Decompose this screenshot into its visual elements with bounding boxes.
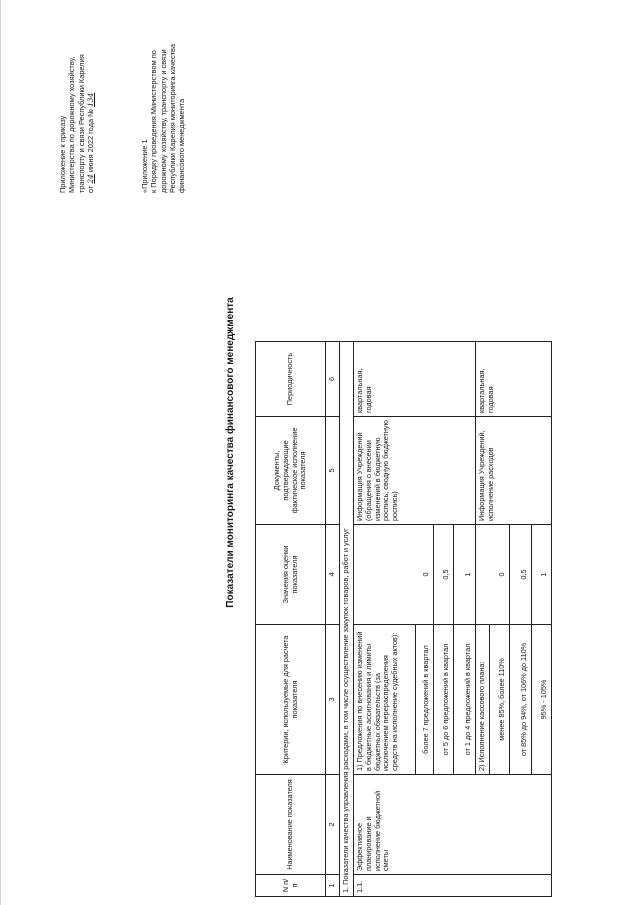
header-name: Наименование показателя <box>256 775 326 875</box>
quote-line: «Приложение 1 <box>140 139 149 193</box>
criterion-option: более 7 предложений в квартал <box>415 625 433 775</box>
section-title: 1. Показатели качества управления расходами, в том числе осуществление закупок товаров, работ и услуг <box>339 342 353 897</box>
criterion-documents: Информация Учреждений, исполнение расходов <box>475 417 551 525</box>
column-number-row <box>326 342 340 897</box>
criterion-value: 0 <box>475 525 509 625</box>
column-number: 6 <box>326 342 340 417</box>
row-number: 1.1. <box>353 875 551 897</box>
column-number: 4 <box>326 525 340 625</box>
column-number: 1 <box>326 875 340 897</box>
quote-header <box>140 0 186 193</box>
row-indicator-name: Эффективное планирование и исполнение бюджетной сметы <box>353 775 551 875</box>
table-header-row <box>256 342 326 897</box>
column-number: 5 <box>326 417 340 525</box>
criterion-option: 95% - 105% <box>531 625 551 775</box>
column-number: 3 <box>326 625 340 775</box>
header-period: Периодичность <box>256 342 326 417</box>
header-number: N п/п <box>256 875 326 897</box>
criterion-value: 0 <box>353 525 433 625</box>
table-row <box>353 342 415 897</box>
criterion-text: 1) Предложения по внесению изменений в бюджетные ассигнования и лимиты бюджетных обязательств (за исключением перераспределения средств на исполнение судебных актов): <box>353 625 415 775</box>
indicators-table <box>255 341 552 897</box>
appendix-line: Министерства по дорожному хозяйству, <box>67 56 77 193</box>
appendix-header <box>58 0 95 193</box>
criterion-value: 1 <box>453 525 475 625</box>
quote-line: к Порядку проведения Министерством по <box>149 50 159 193</box>
page-title: Показатели мониторинга качества финансового менеджмента <box>225 297 236 608</box>
appendix-line: Приложение к приказу <box>58 115 67 193</box>
criterion-value: 0,5 <box>509 525 531 625</box>
appendix-date-line: от 24 июня 2022 года № 134 <box>85 92 95 193</box>
criterion-option: менее 85%, более 110% <box>489 625 509 775</box>
criterion-option: от 85% до 94%, от 106% до 110% <box>509 625 531 775</box>
header-criteria: Критерии, используемые для расчета показателя <box>256 625 326 775</box>
criterion-documents: Информация Учреждений (обращения о внесении изменений в бюджетную роспись, сводную бюджетную роспись) <box>353 417 475 525</box>
quote-line: финансового менеджмента <box>177 98 186 193</box>
column-number: 2 <box>326 775 340 875</box>
criterion-period: квартальная, годовая <box>475 342 551 417</box>
criterion-value: 0,5 <box>433 525 453 625</box>
quote-line: дорожному хозяйству, транспорту и связи <box>158 49 168 193</box>
criterion-value: 1 <box>531 525 551 625</box>
header-documents: Документы, подтверждающие фактическое исполнение показателя <box>256 417 326 525</box>
header-values: Значения оценки показателя <box>256 525 326 625</box>
criterion-text: 2) Исполнение кассового плана: <box>475 625 489 775</box>
appendix-line: транспорту и связи Республики Карелия <box>76 54 86 193</box>
criterion-option: от 1 до 4 предложений в квартал <box>453 625 475 775</box>
handwritten-day: 24 <box>85 174 95 184</box>
criterion-option: от 5 до 6 предложений в квартал <box>433 625 453 775</box>
section-row <box>339 342 353 897</box>
handwritten-order-number: 134 <box>85 92 95 107</box>
criterion-period: квартальная, годовая <box>353 342 475 417</box>
quote-line: Республики Карелия мониторинга качества <box>167 43 177 193</box>
